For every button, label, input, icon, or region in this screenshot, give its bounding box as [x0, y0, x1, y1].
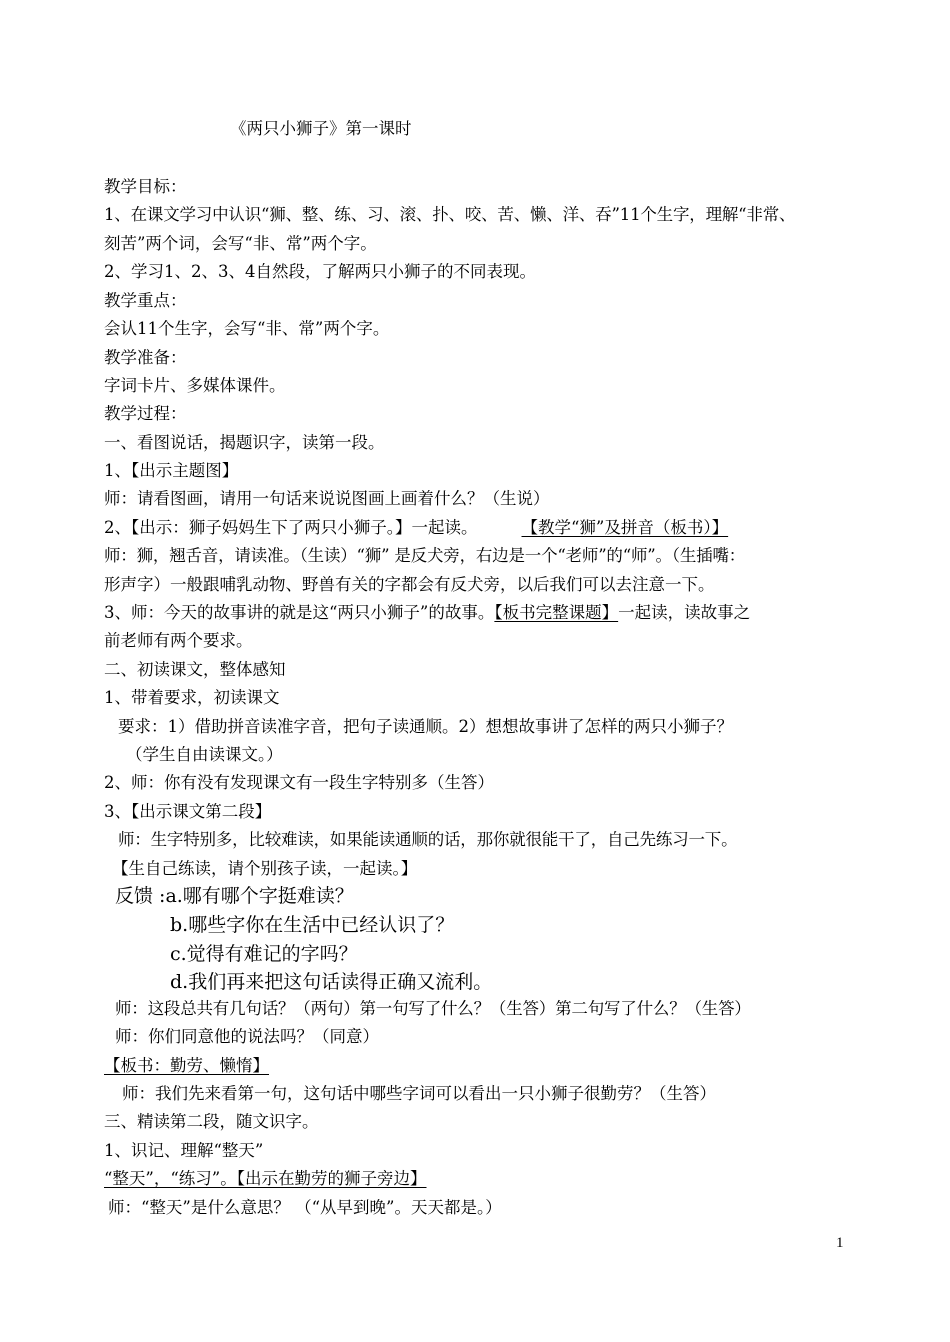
section-2-teacher: 师：生字特别多，比较难读，如果能读通顺的话，那你就很能干了，自己先练习一下。 — [118, 830, 738, 849]
section-1-item-3-text: 3、师：今天的故事讲的就是这“两只小狮子”的故事。 — [104, 603, 495, 622]
page-number: 1 — [836, 1235, 844, 1251]
section-1-item-2-explain-1: 师：狮，翘舌音，请读准。（生读）“狮” 是反犬旁，右边是一个“老师”的“师”。（生插嘴： — [104, 546, 746, 565]
section-3-item-1: 1、识记、理解“整天” — [104, 1141, 264, 1160]
key-points-heading: 教学重点： — [104, 291, 187, 310]
prep-text: 字词卡片、多媒体课件。 — [104, 376, 286, 395]
feedback-d: d.我们再来把这句话读得正确又流利。 — [170, 971, 493, 993]
section-2-question-1: 师：这段总共有几句话？（两句）第一句写了什么？（生答）第二句写了什么？（生答） — [115, 999, 751, 1018]
section-1-heading: 一、看图说话，揭题识字，读第一段。 — [104, 433, 385, 452]
section-1-item-3-cont: 前老师有两个要求。 — [104, 631, 253, 650]
section-1-item-2-explain-2: 形声字）一般跟哺乳动物、野兽有关的字都会有反犬旁，以后我们可以去注意一下。 — [104, 575, 715, 594]
section-2-free-read: （学生自由读课文。） — [126, 745, 283, 764]
board-note-title: 【板书完整课题】 — [494, 603, 619, 622]
prep-heading: 教学准备： — [104, 348, 187, 367]
objective-1-line-1: 1、在课文学习中认识“狮、整、练、习、滚、扑、咬、苦、懒、洋、吞”11个生字，理解“非常、 — [104, 205, 796, 224]
board-note-diligent-lazy: 【板书：勤劳、懒惰】 — [104, 1056, 269, 1075]
section-2-question-3: 师：我们先来看第一句，这句话中哪些字词可以看出一只小狮子很勤劳？（生答） — [122, 1084, 716, 1103]
section-2-item-1: 1、带着要求，初读课文 — [104, 688, 280, 707]
key-points: 会认11个生字，会写“非、常”两个字。 — [104, 319, 390, 338]
section-1-item-1: 1、【出示主题图】 — [104, 461, 239, 480]
section-2-item-2: 2、师：你有没有发现课文有一段生字特别多（生答） — [104, 773, 494, 792]
section-3-teacher: 师：“整天”是什么意思？ （“从早到晚”。天天都是。） — [108, 1198, 502, 1217]
document-title: 《两只小狮子》第一课时 — [230, 119, 412, 138]
section-3-heading: 三、精读第二段，随文识字。 — [104, 1112, 319, 1131]
section-3-words: “整天”，“练习”。【出示在勤劳的狮子旁边】 — [104, 1169, 427, 1188]
section-1-item-3 — [104, 602, 850, 624]
section-1-item-2 — [104, 517, 850, 539]
feedback-a: 反馈 :a.哪有哪个字挺难读？ — [115, 885, 354, 907]
objectives-heading: 教学目标： — [104, 177, 187, 196]
section-2-requirements: 要求：1）借助拼音读准字音，把句子读通顺。2）想想故事讲了怎样的两只小狮子？ — [118, 717, 733, 736]
board-note-shi: 【教学“狮”及拼音（板书）】 — [521, 518, 729, 537]
process-heading: 教学过程： — [104, 404, 187, 423]
section-1-item-3-tail: 一起读，读故事之 — [618, 603, 751, 622]
objective-1-line-2: 刻苦”两个词，会写“非、常”两个字。 — [104, 234, 377, 253]
section-2-item-3: 3、【出示课文第二段】 — [104, 802, 272, 821]
objective-2: 2、学习1、2、3、4自然段，了解两只小狮子的不同表现。 — [104, 262, 536, 281]
section-1-item-1-teacher: 师：请看图画，请用一句话来说说图画上画着什么？（生说） — [104, 489, 550, 508]
section-2-heading: 二、初读课文，整体感知 — [104, 660, 286, 679]
section-2-question-2: 师：你们同意他的说法吗？（同意） — [115, 1027, 379, 1046]
section-2-practice: 【生自己练读，请个别孩子读，一起读。】 — [112, 859, 418, 878]
feedback-b: b.哪些字你在生活中已经认识了？ — [170, 914, 455, 936]
feedback-c: c.觉得有难记的字吗？ — [170, 943, 358, 965]
section-1-item-2-text: 2、【出示：狮子妈妈生下了两只小狮子。】一起读。 — [104, 518, 478, 537]
